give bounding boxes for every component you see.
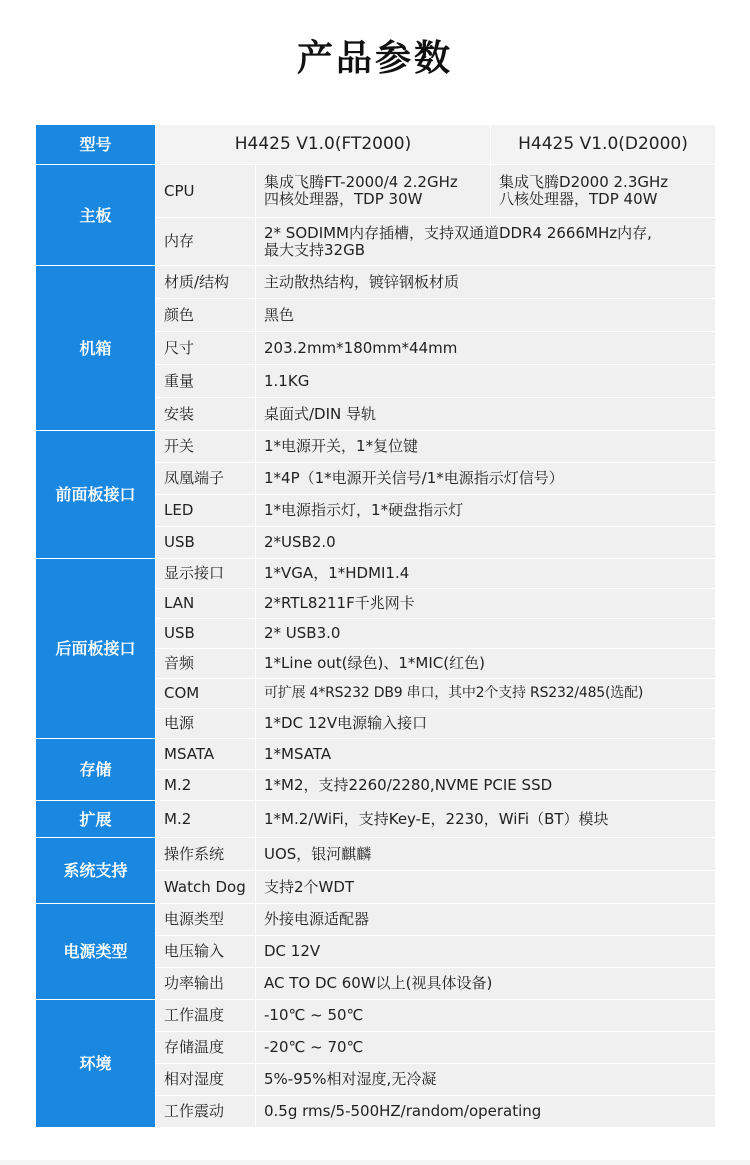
row-key: 工作震动: [156, 1096, 256, 1128]
row-value: 1*MSATA: [256, 739, 716, 770]
category-environment: 环境: [36, 1000, 156, 1128]
row-key: 存储温度: [156, 1032, 256, 1064]
row-key: 内存: [156, 218, 256, 266]
row-value: 外接电源适配器: [256, 904, 716, 936]
row-value: 5%-95%相对湿度,无冷凝: [256, 1064, 716, 1096]
table-row: [36, 125, 716, 165]
model-b: H4425 V1.0(D2000): [491, 125, 716, 165]
row-value: 主动散热结构，镀锌钢板材质: [256, 266, 716, 299]
table-row: [36, 838, 716, 871]
row-key: USB: [156, 619, 256, 649]
row-value: 黑色: [256, 299, 716, 332]
table-row: [36, 1000, 716, 1032]
spec-table: [35, 124, 716, 1128]
row-value: -10℃ ~ 50℃: [256, 1000, 716, 1032]
cpu-a-value: [256, 165, 491, 218]
row-value: 桌面式/DIN 导轨: [256, 398, 716, 431]
row-key: Watch Dog: [156, 871, 256, 904]
row-value: 支持2个WDT: [256, 871, 716, 904]
row-value: 1*VGA，1*HDMI1.4: [256, 559, 716, 589]
cpu-a-line2: 四核处理器，TDP 30W: [264, 190, 423, 208]
table-row: [36, 165, 716, 218]
memory-value: [256, 218, 716, 266]
row-key: 颜色: [156, 299, 256, 332]
row-value: 1*Line out(绿色)、1*MIC(红色): [256, 649, 716, 679]
table-row: [36, 739, 716, 770]
row-value: 1*电源开关，1*复位键: [256, 431, 716, 463]
row-key: MSATA: [156, 739, 256, 770]
row-value: UOS，银河麒麟: [256, 838, 716, 871]
row-value: 2*RTL8211F千兆网卡: [256, 589, 716, 619]
row-key: 功率输出: [156, 968, 256, 1000]
row-key: CPU: [156, 165, 256, 218]
row-value: 203.2mm*180mm*44mm: [256, 332, 716, 365]
row-value: 1*电源指示灯，1*硬盘指示灯: [256, 495, 716, 527]
row-value: -20℃ ~ 70℃: [256, 1032, 716, 1064]
row-key: 电源类型: [156, 904, 256, 936]
row-value: 可扩展 4*RS232 DB9 串口，其中2个支持 RS232/485(选配): [256, 679, 716, 709]
category-power: 电源类型: [36, 904, 156, 1000]
row-key: 音频: [156, 649, 256, 679]
memory-line1: 2* SODIMM内存插槽，支持双通道DDR4 2666MHz内存,: [264, 223, 652, 242]
row-value: 1*DC 12V电源输入接口: [256, 709, 716, 739]
row-key: 重量: [156, 365, 256, 398]
row-key: 材质/结构: [156, 266, 256, 299]
memory-line2: 最大支持32GB: [264, 240, 366, 259]
table-row: [36, 559, 716, 589]
row-key: LED: [156, 495, 256, 527]
row-key: 操作系统: [156, 838, 256, 871]
row-key: 相对湿度: [156, 1064, 256, 1096]
category-chassis: 机箱: [36, 266, 156, 431]
row-value: 1*M.2/WiFi，支持Key-E，2230，WiFi（BT）模块: [256, 801, 716, 838]
cpu-a-line1: 集成飞腾FT-2000/4 2.2GHz: [264, 173, 458, 191]
row-key: 电压输入: [156, 936, 256, 968]
cpu-b-value: [491, 165, 716, 218]
row-key: 安装: [156, 398, 256, 431]
row-value: 2* USB3.0: [256, 619, 716, 649]
category-storage: 存储: [36, 739, 156, 801]
model-a: H4425 V1.0(FT2000): [156, 125, 491, 165]
row-key: 电源: [156, 709, 256, 739]
footer-divider: [0, 1160, 750, 1165]
category-mainboard: 主板: [36, 165, 156, 266]
row-value: 1*4P（1*电源开关信号/1*电源指示灯信号）: [256, 463, 716, 495]
row-value: 1*M2，支持2260/2280,NVME PCIE SSD: [256, 770, 716, 801]
table-row: [36, 904, 716, 936]
category-system: 系统支持: [36, 838, 156, 904]
page-title: 产品参数: [296, 38, 453, 79]
category-front-panel: 前面板接口: [36, 431, 156, 559]
row-key: M.2: [156, 770, 256, 801]
category-expansion: 扩展: [36, 801, 156, 838]
cpu-b-line2: 八核处理器，TDP 40W: [499, 190, 658, 208]
row-key: 显示接口: [156, 559, 256, 589]
category-rear-panel: 后面板接口: [36, 559, 156, 739]
table-row: [36, 801, 716, 838]
model-header-label: 型号: [36, 125, 156, 165]
row-key: USB: [156, 527, 256, 559]
cpu-b-line1: 集成飞腾D2000 2.3GHz: [499, 173, 669, 191]
row-key: COM: [156, 679, 256, 709]
table-row: [36, 266, 716, 299]
row-key: LAN: [156, 589, 256, 619]
row-key: 开关: [156, 431, 256, 463]
row-value: DC 12V: [256, 936, 716, 968]
row-value: AC TO DC 60W以上(视具体设备): [256, 968, 716, 1000]
row-value: 2*USB2.0: [256, 527, 716, 559]
row-key: 尺寸: [156, 332, 256, 365]
row-key: M.2: [156, 801, 256, 838]
row-value: 0.5g rms/5-500HZ/random/operating: [256, 1096, 716, 1128]
row-key: 工作温度: [156, 1000, 256, 1032]
row-key: 凤凰端子: [156, 463, 256, 495]
table-row: [36, 431, 716, 463]
row-value: 1.1KG: [256, 365, 716, 398]
